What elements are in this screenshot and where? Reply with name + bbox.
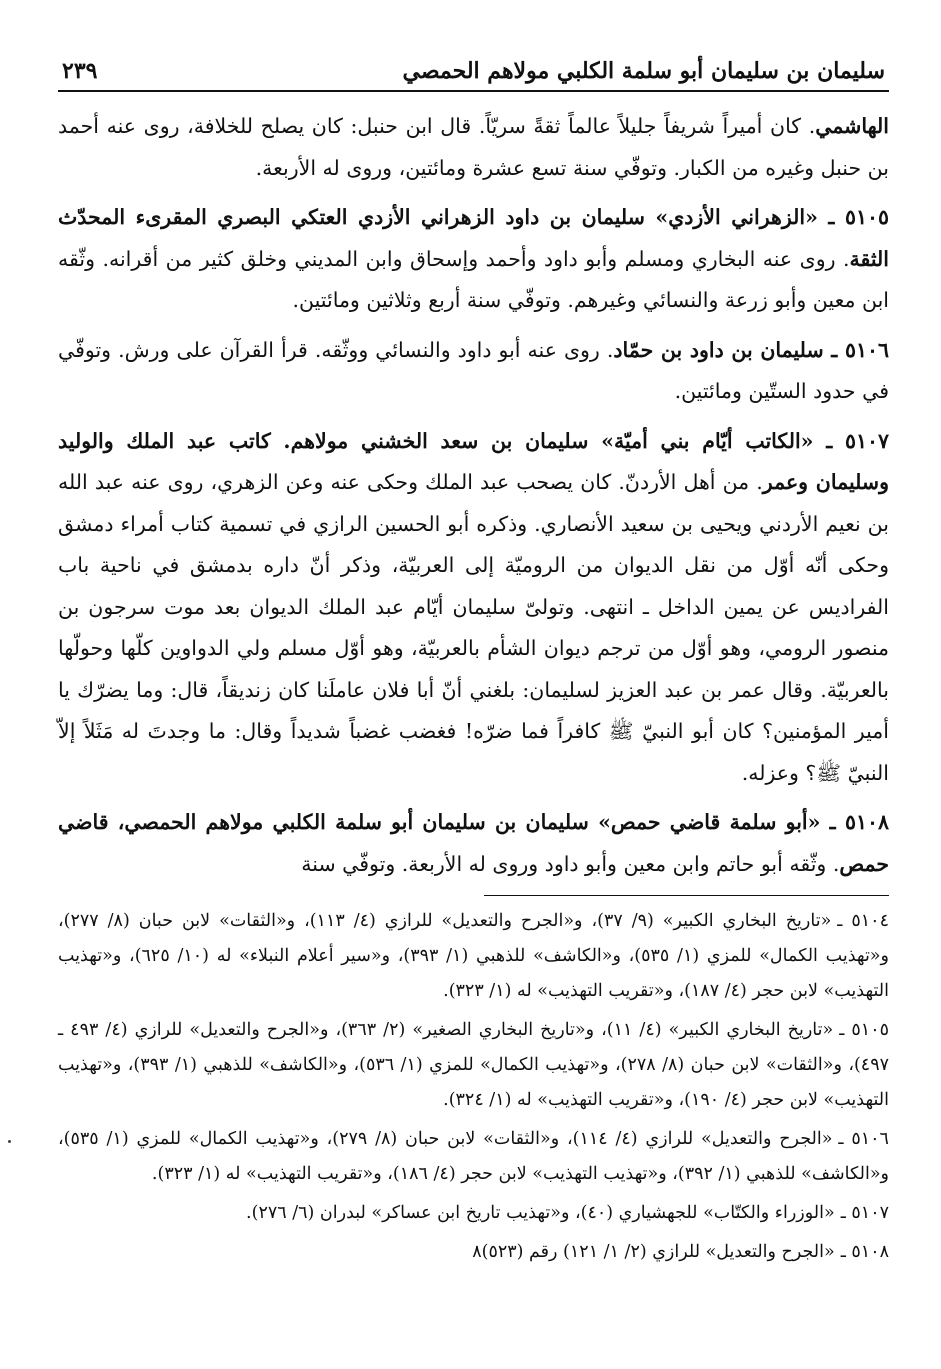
footnotes (58, 904, 889, 1270)
footnote-number: ٥١٠٥ ـ (839, 1020, 889, 1040)
entry-heading: ٥١٠٥ ـ «الزهراني الأزدي» سليمان بن داود الزهراني الأزدي العتكي البصري المقرىء المحدّث الثقة (58, 205, 889, 271)
entry-heading: ٥١٠٨ ـ «أبو سلمة قاضي حمص» سليمان بن سليمان أبو سلمة الكلبي مولاهم الحمصي، قاضي حمص (58, 810, 889, 876)
main-text (58, 106, 889, 885)
footnote (58, 1122, 889, 1192)
footnote (58, 904, 889, 1009)
entry-paragraph (58, 421, 889, 795)
footnote (58, 1196, 889, 1231)
footnote-text: «تاريخ البخاري الكبير» (٤/ ١١)، و«تاريخ البخاري الصغير» (٢/ ٣٦٣)، و«الجرح والتعديل» للرازي (٤/ ٤٩٣ ـ ٤٩٧)، و«الثقات» لابن حبان (٨/ ٢٧٨)، و«تهذيب الكمال» للمزي (١/ ٥٣٦)، و«الكاشف» للذهبي (١/ ٣٩٣)، و«تهذيب التهذيب» لابن حجر (٤/ ١٩٠)، و«تقريب التهذيب» له (١/ ٣٢٤). (58, 1020, 889, 1110)
footnote-text: «تاريخ البخاري الكبير» (٩/ ٣٧)، و«الجرح والتعديل» للرازي (٤/ ١١٣)، و«الثقات» لابن حبان (٨/ ٢٧٧)، و«تهذيب الكمال» للمزي (١/ ٥٣٥)، و«الكاشف» للذهبي (١/ ٣٩٣)، و«سير أعلام النبلاء» له (١٠/ ٦٢٥)، و«تهذيب التهذيب» لابن حجر (٤/ ١٨٧)، و«تقريب التهذيب» له (١/ ٣٢٣). (58, 911, 889, 1001)
entry-paragraph (58, 802, 889, 885)
footnote-number: ٥١٠٨ ـ (840, 1242, 889, 1262)
entry-text: . كان أميراً شريفاً جليلاً عالماً ثقةً سريّاً. قال ابن حنبل: كان يصلح للخلافة، روى عنه أحمد بن حنبل وغيره من الكبار. وتوفّي سنة تسع عشرة ومائتين، وروى له الأربعة. (58, 114, 889, 180)
footnote-text: «الوزراء والكتّاب» للجهشياري (٤٠)، و«تهذيب تاريخ ابن عساكر» لبدران (٦/ ٢٧٦). (246, 1203, 835, 1223)
scan-speck (8, 1140, 11, 1143)
footnote-number: ٥١٠٤ ـ (837, 911, 889, 931)
entry-text: . روى عنه أبو داود والنسائي ووثّقه. قرأ القرآن على ورش. وتوفّي في حدود الستّين ومائتين. (58, 337, 889, 403)
page-number: ٢٣٩ (62, 58, 98, 84)
footnote-divider (484, 895, 889, 896)
entry-paragraph (58, 106, 889, 189)
entry-text: . روى عنه البخاري ومسلم وأبو داود وأحمد وإسحاق وابن المديني وخلق كثير من أقرانه. وثّقه ابن معين وأبو زرعة والنسائي وغيرهم. وتوفّي سنة أربع وثلاثين ومائتين. (58, 246, 889, 312)
footnote-number: ٥١٠٦ ـ (838, 1129, 889, 1149)
footnote-text: «الجرح والتعديل» للرازي (٢/ ١/ ١٢١) رقم (٥٢٣)٨ (472, 1242, 835, 1262)
entry-heading: ٥١٠٧ ـ «الكاتب أيّام بني أميّة» سليمان بن سعد الخشني مولاهم. كاتب عبد الملك والوليد وسليمان وعمر (58, 428, 889, 494)
entry-text: . من أهل الأردنّ. كان يصحب عبد الملك وحكى عنه وعن الزهري، روى عنه عبد الله بن نعيم الأردني ويحيى بن سعيد الأنصاري. وذكره أبو الحسين الرازي في تسمية كتاب أمراء دمشق وحكى أنّه أوّل من نقل الديوان من الروميّة إلى العربيّة، وذكر أنّ داره بدمشق في ناحية باب الفراديس عن يمين الداخل ـ انتهى. وتولىّ سليمان أيّام عبد الملك الديوان بعد موت سرجون بن منصور الرومي، وهو أوّل من ترجم ديوان الشأم بالعربيّة، وهو أوّل مسلم ولي الدواوين كلّها وحولّها بالعربيّة. وقال عمر بن عبد العزيز لسليمان: بلغني أنّ أبا فلان عاملَنا كان زنديقاً، قال: وما يضرّك يا أمير المؤمنين؟ كان أبو النبيّ ﷺ كافراً فما ضرّه! فغضب غضباً شديداً وقال: ما وجدتَ له مَثَلاً إلاّ النبيّ ﷺ؟ وعزله. (58, 470, 889, 785)
footnote (58, 1013, 889, 1118)
footnote-text: «الجرح والتعديل» للرازي (٤/ ١١٤)، و«الثقات» لابن حبان (٨/ ٢٧٩)، و«تهذيب الكمال» للمزي (١/ ٥٣٥)، و«الكاشف» للذهبي (١/ ٣٩٢)، و«تهذيب التهذيب» لابن حجر (٤/ ١٨٦)، و«تقريب التهذيب» له (١/ ٣٢٣). (58, 1129, 889, 1184)
running-title: سليمان بن سليمان أبو سلمة الكلبي مولاهم الحمصي (402, 58, 885, 84)
entry-heading: الهاشمي (815, 114, 889, 138)
page-header (58, 48, 889, 92)
entry-text: . وثّقه أبو حاتم وابن معين وأبو داود وروى له الأربعة. وتوفّي سنة (301, 851, 840, 876)
footnote (58, 1235, 889, 1270)
entry-paragraph (58, 197, 889, 322)
entry-paragraph (58, 330, 889, 413)
footnote-number: ٥١٠٧ ـ (840, 1203, 889, 1223)
book-page (58, 48, 889, 1369)
entry-heading: ٥١٠٦ ـ سليمان بن داود بن حمّاد (613, 337, 889, 362)
